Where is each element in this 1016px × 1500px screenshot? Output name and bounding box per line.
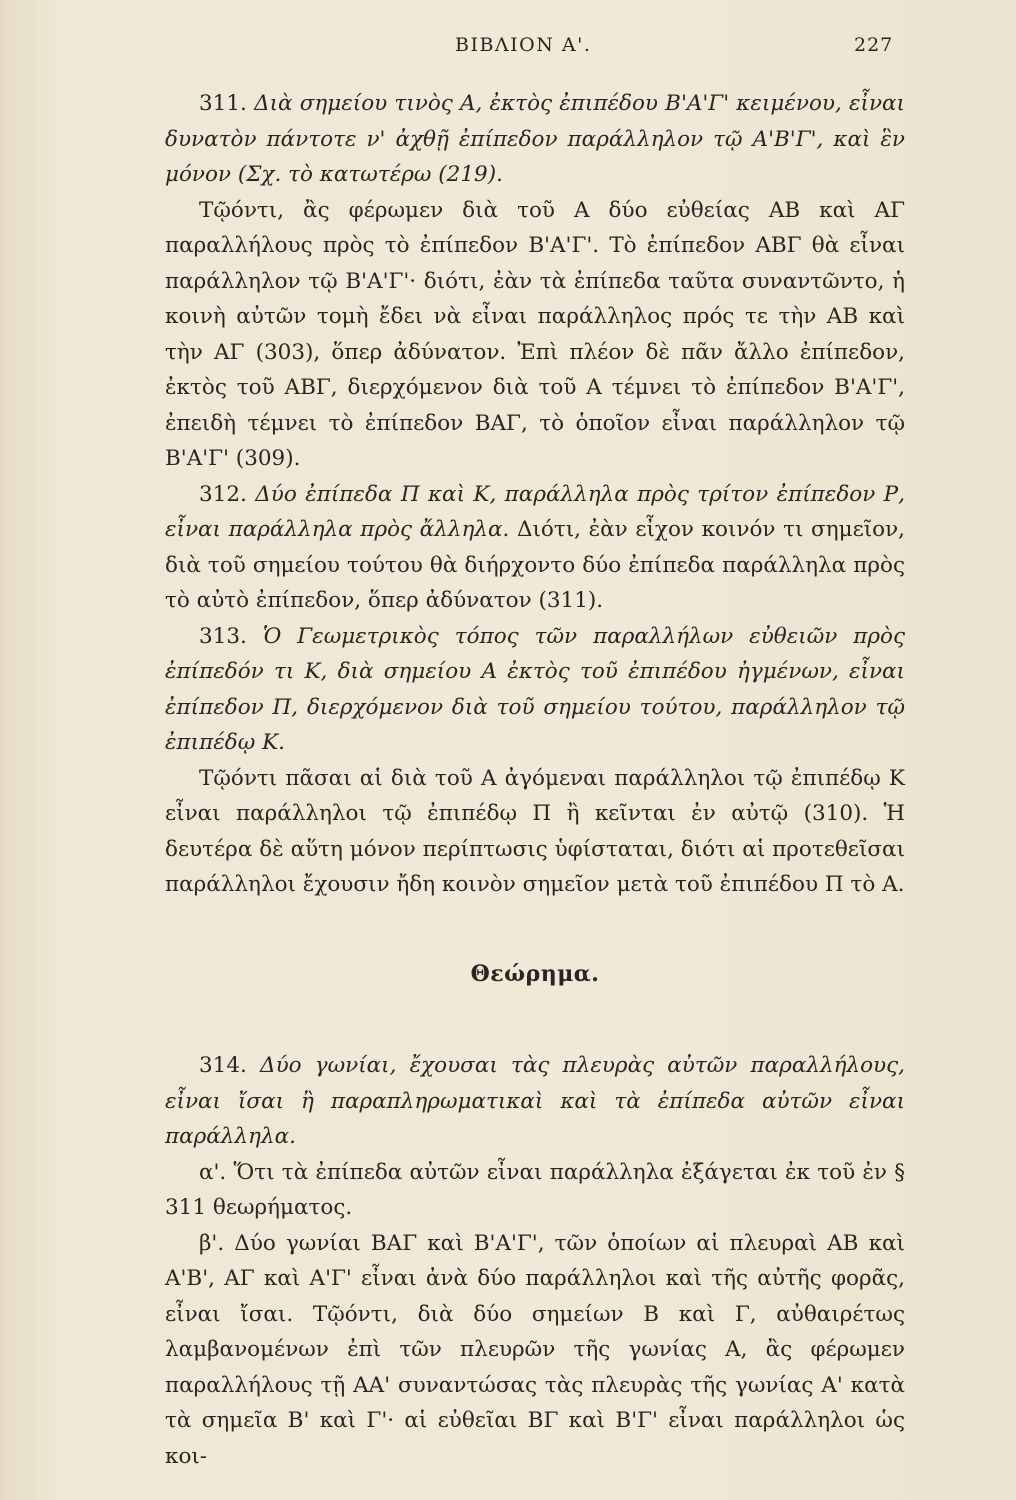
section-statement: Δύο γωνίαι, ἔχουσαι τὰς πλευρὰς αὐτῶν παραλλήλους, εἶναι ἴσαι ἢ παραπληρωματικαὶ καὶ τὰ ἐπίπεδα αὐτῶν εἶναι παράλληλα. [165, 1053, 905, 1149]
section-number: 312. [199, 481, 247, 507]
section-314 [165, 1048, 905, 1155]
proof-text: Τῷόντι πᾶσαι αἱ διὰ τοῦ Α ἀγόμεναι παράλληλοι τῷ ἐπιπέδῳ Κ εἶναι παράλληλοι τῷ ἐπιπέδῳ Π ἢ κεῖνται ἐν αὐτῷ (310). Ἡ δευτέρα δὲ αὕτη μόνον περίπτωσις ὑφίσταται, διότι αἱ προτεθεῖσαι παράλληλοι ἔχουσιν ἤδη κοινὸν σημεῖον μετὰ τοῦ ἐπιπέδου Π τὸ Α. [165, 765, 905, 897]
section-number: 311. [199, 91, 247, 116]
section-313-proof [165, 761, 905, 903]
section-314-part-a [165, 1155, 905, 1226]
section-number: 314. [199, 1053, 247, 1078]
section-314-part-b [165, 1226, 905, 1475]
section-311 [165, 86, 905, 193]
page-number: 227 [854, 34, 894, 56]
section-statement: Διὰ σημείου τινὸς Α, ἐκτὸς ἐπιπέδου Β'Α'Γ' κειμένου, εἶναι δυνατὸν πάντοτε ν' ἀχθῇ ἐπίπεδον παράλληλον τῷ Α'Β'Γ', καὶ ἓν μόνον (Σχ. τὸ κατωτέρω (219). [165, 91, 905, 187]
running-head-title: ΒΙΒΛΙΟΝ Α'. [455, 34, 592, 56]
section-313 [165, 619, 905, 761]
proof-text: Τῷόντι, ἂς φέρωμεν διὰ τοῦ Α δύο εὐθείας ΑΒ καὶ ΑΓ παραλλήλους πρὸς τὸ ἐπίπεδον Β'Α'Γ'. Τὸ ἐπίπεδον ΑΒΓ θὰ εἶναι παράλληλον τῷ Β'Α'Γ'· διότι, ἐὰν τὰ ἐπίπεδα ταῦτα συναντῶντο, ἡ κοινὴ αὐτῶν τομὴ ἔδει νὰ εἶναι παράλληλος πρός τε τὴν ΑΒ καὶ τὴν ΑΓ (303), ὅπερ ἀδύνατον. Ἐπὶ πλέον δὲ πᾶν ἄλλο ἐπίπεδον, ἐκτὸς τοῦ ΑΒΓ, διερχόμενον διὰ τοῦ Α τέμνει τὸ ἐπίπεδον Β'Α'Γ', ἐπειδὴ τέμνει τὸ ἐπίπεδον ΒΑΓ, τὸ ὁποῖον εἶναι παράλληλον τῷ Β'Α'Γ' (309). [165, 197, 905, 471]
section-311-proof [165, 193, 905, 477]
section-statement: Δύο ἐπίπεδα Π καὶ Κ, παράλληλα πρὸς τρίτον ἐπίπεδον Ρ, εἶναι παράλληλα πρὸς ἄλληλα. [165, 481, 905, 542]
theorem-heading: Θεώρημα. [470, 960, 600, 987]
page-body [165, 86, 905, 1474]
proof-text: Διότι, ἐὰν εἶχον κοινόν τι σημεῖον, διὰ τοῦ σημείου τούτου θὰ διήρχοντο δύο ἐπίπεδα παράλληλα πρὸς τὸ αὐτὸ ἐπίπεδον, ὅπερ ἀδύνατον (311). [165, 517, 905, 613]
part-a-text: α'. Ὅτι τὰ ἐπίπεδα αὐτῶν εἶναι παράλληλα ἐξάγεται ἐκ τοῦ ἐν § 311 θεωρήματος. [165, 1159, 905, 1220]
running-head [0, 34, 1016, 64]
section-number: 313. [199, 623, 247, 649]
section-312 [165, 477, 905, 619]
part-b-text: β'. Δύο γωνίαι ΒΑΓ καὶ Β'Α'Γ', τῶν ὁποίων αἱ πλευραὶ ΑΒ καὶ Α'Β', ΑΓ καὶ Α'Γ' εἶναι ἀνὰ δύο παράλληλοι καὶ τῆς αὐτῆς φορᾶς, εἶναι ἴσαι. Τῷόντι, διὰ δύο σημείων Β καὶ Γ, αὐθαιρέτως λαμβανομένων ἐπὶ τῶν πλευρῶν τῆς γωνίας Α, ἂς φέρωμεν παραλλήλους τῇ ΑΑ' συναντώσας τὰς πλευρὰς τῆς γωνίας Α' κατὰ τὰ σημεῖα Β' καὶ Γ'· αἱ εὐθεῖαι ΒΓ καὶ Β'Γ' εἶναι παράλληλοι ὡς κοι- [165, 1230, 905, 1469]
section-statement: Ὁ Γεωμετρικὸς τόπος τῶν παραλλήλων εὐθειῶν πρὸς ἐπίπεδόν τι Κ, διὰ σημείου Α ἐκτὸς τοῦ ἐπιπέδου ἠγμένων, εἶναι ἐπίπεδον Π, διερχόμενον διὰ τοῦ σημείου τούτου, παράλληλον τῷ ἐπιπέδῳ Κ. [165, 623, 905, 755]
